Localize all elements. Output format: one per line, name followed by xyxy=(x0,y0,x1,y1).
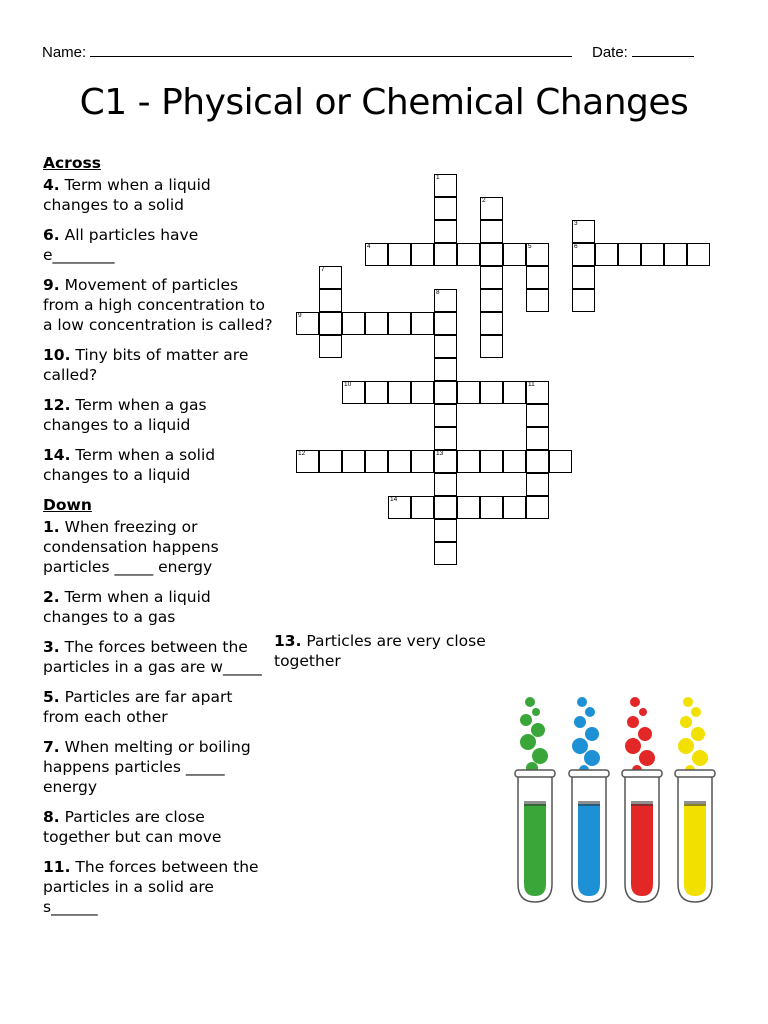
grid-cell[interactable] xyxy=(434,496,457,519)
clue-text: Particles are far apart from each other xyxy=(43,688,233,726)
clue-across-9: 9. Movement of particles from a high concentration to a low concentration is called? xyxy=(43,276,273,334)
grid-cell[interactable] xyxy=(365,312,388,335)
grid-cell[interactable] xyxy=(388,312,411,335)
test-tube xyxy=(515,697,555,902)
grid-cell[interactable] xyxy=(572,289,595,312)
bubble xyxy=(584,750,600,766)
grid-cell[interactable] xyxy=(434,404,457,427)
down-heading: Down xyxy=(43,496,92,514)
bubble xyxy=(680,716,692,728)
bubble xyxy=(520,714,532,726)
grid-cell[interactable] xyxy=(595,243,618,266)
bubble xyxy=(639,708,647,716)
cell-number: 1 xyxy=(436,174,440,181)
tube-liquid xyxy=(524,804,546,896)
grid-cell[interactable] xyxy=(480,220,503,243)
cell-number: 3 xyxy=(574,220,578,227)
bubble xyxy=(585,707,595,717)
grid-cell[interactable] xyxy=(526,381,549,404)
clue-text: When freezing or condensation happens particles _____ energy xyxy=(43,518,219,576)
grid-cell[interactable] xyxy=(411,496,434,519)
cell-number: 8 xyxy=(436,289,440,296)
liquid-surface xyxy=(684,801,706,806)
clue-number: 2 xyxy=(43,588,54,606)
page-title: C1 - Physical or Chemical Changes xyxy=(79,82,689,123)
grid-cell[interactable] xyxy=(526,243,549,266)
bubble xyxy=(625,738,641,754)
clue-down-2: 2. Term when a liquid changes to a gas xyxy=(43,588,211,626)
cell-number: 5 xyxy=(528,243,532,250)
bubble xyxy=(638,727,652,741)
grid-cell[interactable] xyxy=(572,266,595,289)
clue-number: 5 xyxy=(43,688,54,706)
bubble xyxy=(574,716,586,728)
grid-cell[interactable] xyxy=(503,496,526,519)
clue-number: 10 xyxy=(43,346,65,364)
bubble xyxy=(678,738,694,754)
bubble xyxy=(627,716,639,728)
cell-number: 2 xyxy=(482,197,486,204)
clue-across-10: 10. Tiny bits of matter are called? xyxy=(43,346,249,384)
clue-text: Term when a liquid changes to a gas xyxy=(43,588,211,626)
clue-text: When melting or boiling happens particles _____ energy xyxy=(43,738,251,796)
tube-rim xyxy=(569,770,609,777)
grid-cell[interactable] xyxy=(365,450,388,473)
grid-cell[interactable] xyxy=(365,381,388,404)
grid-cell[interactable] xyxy=(342,381,365,404)
grid-cell[interactable] xyxy=(434,381,457,404)
grid-cell[interactable] xyxy=(319,450,342,473)
clue-number: 13 xyxy=(274,632,296,650)
clue-text: Movement of particles from a high concentration to a low concentration is called? xyxy=(43,276,273,334)
grid-cell[interactable] xyxy=(664,243,687,266)
clue-text: The forces between the particles in a solid are s______ xyxy=(43,858,259,916)
clue-down-13: 13. Particles are very close together xyxy=(274,632,486,670)
grid-cell[interactable] xyxy=(480,496,503,519)
across-heading: Across xyxy=(43,154,101,172)
liquid-surface xyxy=(524,801,546,806)
test-tube xyxy=(622,697,662,902)
grid-cell[interactable] xyxy=(365,243,388,266)
grid-cell[interactable] xyxy=(457,496,480,519)
grid-cell[interactable] xyxy=(503,243,526,266)
grid-cell[interactable] xyxy=(434,174,457,197)
grid-cell[interactable] xyxy=(457,450,480,473)
clue-down-8: 8. Particles are close together but can move xyxy=(43,808,222,846)
grid-cell[interactable] xyxy=(319,335,342,358)
cell-number: 14 xyxy=(390,496,398,503)
grid-cell[interactable] xyxy=(480,289,503,312)
grid-cell[interactable] xyxy=(434,197,457,220)
grid-cell[interactable] xyxy=(572,243,595,266)
bubble xyxy=(630,697,640,707)
clue-down-7: 7. When melting or boiling happens particles _____ energy xyxy=(43,738,251,796)
grid-cell[interactable] xyxy=(526,404,549,427)
grid-cell[interactable] xyxy=(319,312,342,335)
clue-down-11: 11. The forces between the particles in a solid are s______ xyxy=(43,858,259,916)
grid-cell[interactable] xyxy=(526,473,549,496)
grid-cell[interactable] xyxy=(526,450,549,473)
cell-number: 11 xyxy=(528,381,535,388)
grid-cell[interactable] xyxy=(411,450,434,473)
clue-across-4: 4. Term when a liquid changes to a solid xyxy=(43,176,211,214)
date-label: Date: xyxy=(592,44,628,61)
tube-liquid xyxy=(578,804,600,896)
cell-number: 13 xyxy=(436,450,444,457)
grid-cell[interactable] xyxy=(434,220,457,243)
clue-text: The forces between the particles in a gas are w_____ xyxy=(43,638,262,676)
grid-cell[interactable] xyxy=(296,450,319,473)
grid-cell[interactable] xyxy=(411,312,434,335)
grid-cell[interactable] xyxy=(480,335,503,358)
grid-cell[interactable] xyxy=(549,450,572,473)
tube-rim xyxy=(675,770,715,777)
clue-across-14: 14. Term when a solid changes to a liquid xyxy=(43,446,216,484)
grid-cell[interactable] xyxy=(503,450,526,473)
grid-cell[interactable] xyxy=(434,335,457,358)
bubble xyxy=(532,708,540,716)
cell-number: 12 xyxy=(298,450,306,457)
grid-cell[interactable] xyxy=(388,243,411,266)
clue-across-12: 12. Term when a gas changes to a liquid xyxy=(43,396,207,434)
clue-text: Term when a liquid changes to a solid xyxy=(43,176,211,214)
cell-number: 10 xyxy=(344,381,352,388)
tube-liquid xyxy=(684,804,706,896)
clue-number: 12 xyxy=(43,396,65,414)
grid-cell[interactable] xyxy=(319,289,342,312)
test-tubes-illustration xyxy=(506,690,728,910)
bubble xyxy=(683,697,693,707)
bubble xyxy=(532,748,548,764)
grid-cell[interactable] xyxy=(480,197,503,220)
tube-rim xyxy=(622,770,662,777)
clue-text: Particles are close together but can move xyxy=(43,808,222,846)
grid-cell[interactable] xyxy=(434,473,457,496)
grid-cell[interactable] xyxy=(457,381,480,404)
clue-number: 6 xyxy=(43,226,54,244)
clue-number: 9 xyxy=(43,276,54,294)
test-tube xyxy=(675,697,715,902)
liquid-surface xyxy=(631,801,653,806)
grid-cell[interactable] xyxy=(342,450,365,473)
clue-down-5: 5. Particles are far apart from each other xyxy=(43,688,233,726)
bubble xyxy=(577,697,587,707)
grid-cell[interactable] xyxy=(434,358,457,381)
grid-cell[interactable] xyxy=(572,220,595,243)
clue-across-6: 6. All particles have e________ xyxy=(43,226,199,264)
clue-number: 4 xyxy=(43,176,54,194)
clue-text: Term when a solid changes to a liquid xyxy=(43,446,216,484)
clue-text: All particles have e________ xyxy=(43,226,199,264)
grid-cell[interactable] xyxy=(434,542,457,565)
bubble xyxy=(691,707,701,717)
clue-number: 8 xyxy=(43,808,54,826)
grid-cell[interactable] xyxy=(503,381,526,404)
grid-cell[interactable] xyxy=(526,427,549,450)
grid-cell[interactable] xyxy=(296,312,319,335)
clue-text: Tiny bits of matter are called? xyxy=(43,346,249,384)
clue-number: 11 xyxy=(43,858,65,876)
grid-cell[interactable] xyxy=(434,312,457,335)
grid-cell[interactable] xyxy=(411,381,434,404)
grid-cell[interactable] xyxy=(526,289,549,312)
cell-number: 6 xyxy=(574,243,578,250)
liquid-surface xyxy=(578,801,600,806)
clue-number: 1 xyxy=(43,518,54,536)
grid-cell[interactable] xyxy=(641,243,664,266)
grid-cell[interactable] xyxy=(457,243,480,266)
tube-liquid xyxy=(631,804,653,896)
grid-cell[interactable] xyxy=(480,243,503,266)
grid-cell[interactable] xyxy=(434,519,457,542)
grid-cell[interactable] xyxy=(434,243,457,266)
cell-number: 4 xyxy=(367,243,371,250)
grid-cell[interactable] xyxy=(480,450,503,473)
grid-cell[interactable] xyxy=(480,312,503,335)
bubble xyxy=(520,734,536,750)
clue-number: 14 xyxy=(43,446,65,464)
clue-down-3: 3. The forces between the particles in a gas are w_____ xyxy=(43,638,262,676)
bubble xyxy=(525,697,535,707)
bubble xyxy=(639,750,655,766)
grid-cell[interactable] xyxy=(388,496,411,519)
clue-down-1: 1. When freezing or condensation happens particles _____ energy xyxy=(43,518,219,576)
grid-cell[interactable] xyxy=(319,266,342,289)
bubble xyxy=(692,750,708,766)
grid-cell[interactable] xyxy=(388,450,411,473)
name-label: Name: xyxy=(42,44,87,61)
grid-cell[interactable] xyxy=(526,496,549,519)
clue-number: 3 xyxy=(43,638,54,656)
grid-cell[interactable] xyxy=(342,312,365,335)
test-tube xyxy=(569,697,609,902)
cell-number: 9 xyxy=(298,312,302,319)
bubble xyxy=(585,727,599,741)
tube-rim xyxy=(515,770,555,777)
grid-cell[interactable] xyxy=(434,427,457,450)
grid-cell[interactable] xyxy=(618,243,641,266)
grid-cell[interactable] xyxy=(434,289,457,312)
grid-cell[interactable] xyxy=(687,243,710,266)
clue-number: 7 xyxy=(43,738,54,756)
bubble xyxy=(691,727,705,741)
grid-cell[interactable] xyxy=(434,450,457,473)
grid-cell[interactable] xyxy=(411,243,434,266)
bubble xyxy=(531,723,545,737)
grid-cell[interactable] xyxy=(526,266,549,289)
grid-cell[interactable] xyxy=(480,266,503,289)
clue-text: Particles are very close together xyxy=(274,632,486,670)
bubble xyxy=(572,738,588,754)
clue-text: Term when a gas changes to a liquid xyxy=(43,396,207,434)
cell-number: 7 xyxy=(321,266,325,273)
grid-cell[interactable] xyxy=(480,381,503,404)
grid-cell[interactable] xyxy=(388,381,411,404)
